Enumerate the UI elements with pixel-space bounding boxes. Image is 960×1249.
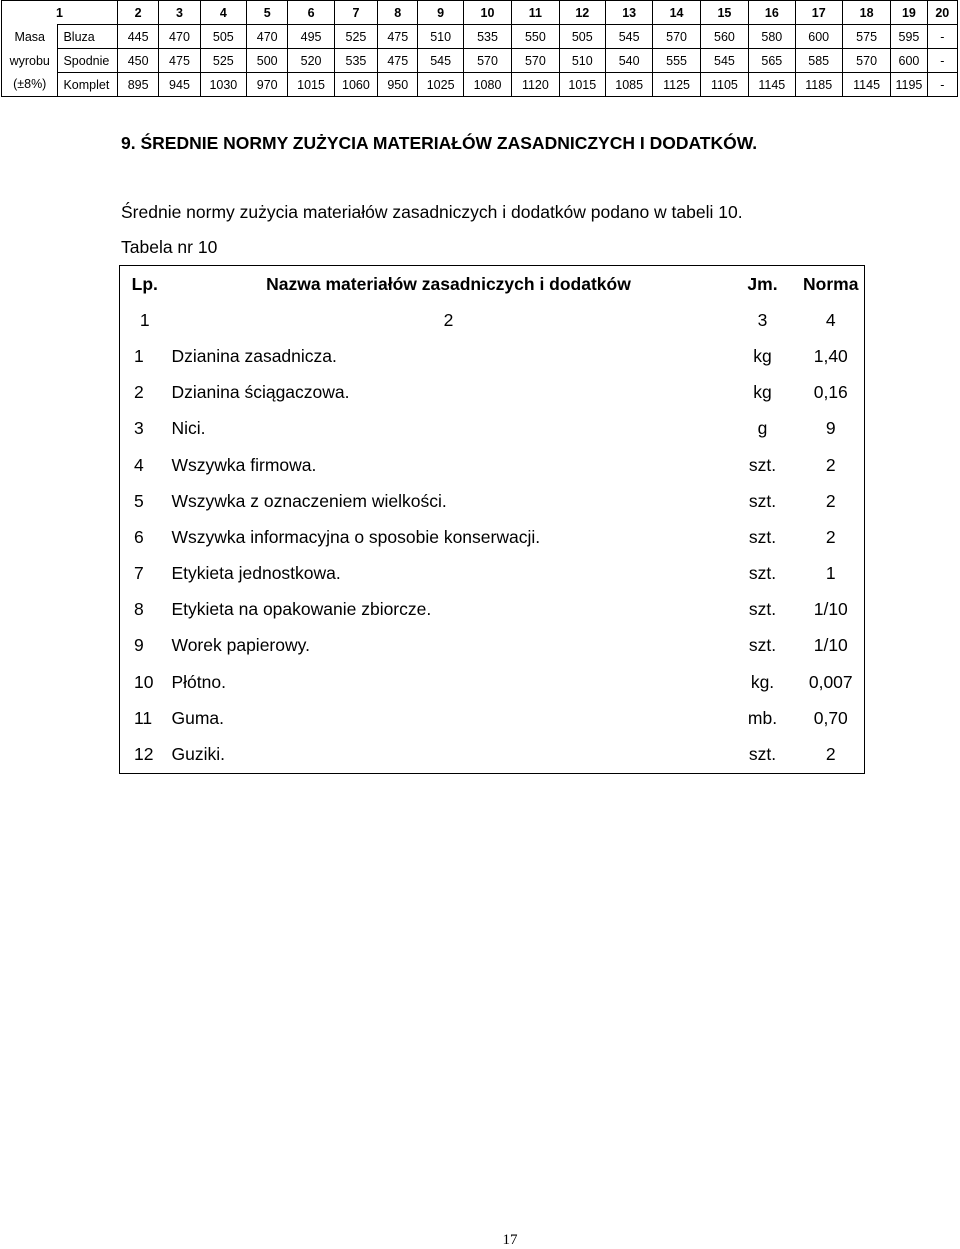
mass-cell: 1125 [653,73,700,97]
size-table-header-cell: 1 [2,1,118,25]
row-norm: 1 [825,563,836,584]
page-number: 17 [502,1232,518,1248]
row-lp: 4 [134,454,144,475]
table-row [120,592,865,628]
mass-cell: 545 [418,49,463,73]
mass-cell: 970 [247,73,288,97]
mass-cell: 470 [247,25,288,49]
header-name: Nazwa materiałów zasadniczych i dodatków [266,273,631,294]
size-table-row-spodnie [2,49,958,73]
row-material-name: Etykieta na opakowanie zbiorcze. [171,599,432,620]
mass-cell: 575 [842,25,890,49]
header-norm: Norma [803,273,859,294]
mass-cell: 475 [159,49,200,73]
mass-cell: 580 [749,25,795,49]
column-number-row [120,302,865,338]
size-table-header-cell: 3 [159,1,200,25]
row-unit: szt. [748,599,777,620]
mass-cell: 1080 [463,73,511,97]
row-norm: 1/10 [813,635,848,656]
mass-cell: 495 [288,25,334,49]
row-norm: 0,70 [813,707,848,728]
size-table-header-cell: 19 [891,1,927,25]
mass-cell: 1145 [749,73,795,97]
mass-cell: 505 [200,25,246,49]
mass-cell: 505 [559,25,605,49]
row-norm: 9 [825,418,836,439]
mass-cell: 525 [200,49,246,73]
row-lp: 9 [134,635,144,656]
table-row [120,411,865,447]
row-lp: 3 [134,418,144,439]
mass-cell: 555 [653,49,700,73]
intro-paragraph: Średnie normy zużycia materiałów zasadniczych i dodatków podano w tabeli 10. [121,202,743,222]
row-material-name: Dzianina ściągaczowa. [171,382,350,403]
mass-cell: 570 [653,25,700,49]
row-unit: kg [753,345,772,366]
column-number: 3 [757,309,768,330]
row-lp: 11 [134,707,153,728]
size-table-header-cell: 13 [605,1,652,25]
mass-cell: 570 [512,49,559,73]
table-row [120,375,865,411]
mass-cell: 600 [891,49,927,73]
size-table-header-cell: 16 [749,1,795,25]
size-table-header-cell: 11 [512,1,559,25]
mass-cell: 1015 [288,73,334,97]
mass-cell: 595 [891,25,927,49]
table-caption: Tabela nr 10 [121,237,218,257]
mass-cell: - [927,49,957,73]
mass-cell: - [927,73,957,97]
row-norm: 2 [825,490,836,511]
mass-cell: 600 [795,25,842,49]
table-row [120,483,865,519]
mass-cell: 570 [842,49,890,73]
row-norm: 0,16 [813,382,848,403]
row-unit: szt. [748,744,777,765]
row-material-name: Dzianina zasadnicza. [171,345,337,366]
row-lp: 7 [134,563,144,584]
size-table-header-cell: 15 [700,1,748,25]
mass-cell: 500 [247,49,288,73]
product-name: Komplet [58,73,118,97]
mass-cell: 1025 [418,73,463,97]
mass-cell: 585 [795,49,842,73]
mass-cell: 570 [463,49,511,73]
mass-cell: 950 [378,73,418,97]
row-unit: mb. [747,707,778,728]
mass-cell: 540 [605,49,652,73]
row-lp: 8 [134,599,144,620]
size-table-header-cell: 6 [288,1,334,25]
row-material-name: Nici. [171,418,206,439]
size-table-header-cell: 10 [463,1,511,25]
mass-cell: 1085 [605,73,652,97]
size-table-header-cell: 17 [795,1,842,25]
row-material-name: Guziki. [171,744,225,765]
size-table-header-cell: 18 [842,1,890,25]
mass-cell: 895 [117,73,158,97]
size-table-row-bluza [2,25,958,49]
mass-cell: - [927,25,957,49]
mass-cell: 520 [288,49,334,73]
mass-cell: 535 [334,49,377,73]
mass-cell: 1195 [891,73,927,97]
row-lp: 5 [134,490,144,511]
column-number: 2 [443,309,454,330]
size-table-header-cell: 8 [378,1,418,25]
row-norm: 1,40 [813,345,848,366]
row-lp: 10 [134,671,154,692]
mass-cell: 470 [159,25,200,49]
mass-cell: 450 [117,49,158,73]
product-name: Bluza [58,25,118,49]
size-table-header-cell: 14 [653,1,700,25]
section-heading: 9. ŚREDNIE NORMY ZUŻYCIA MATERIAŁÓW ZASADNICZYCH I DODATKÓW. [121,133,758,153]
row-material-name: Worek papierowy. [171,635,310,656]
header-unit: Jm. [747,273,778,294]
table-row [120,664,865,700]
mass-cell: 945 [159,73,200,97]
row-norm: 2 [825,454,836,475]
table-row [120,338,865,374]
size-table-header-cell: 7 [334,1,377,25]
mass-cell: 510 [559,49,605,73]
row-material-name: Wszywka firmowa. [171,454,317,475]
size-mass-table [1,0,958,97]
row-material-name: Guma. [171,707,225,728]
row-unit: g [757,418,768,439]
mass-cell: 510 [418,25,463,49]
row-norm: 2 [825,744,836,765]
mass-cell: 560 [700,25,748,49]
column-number: 1 [139,309,150,330]
row-material-name: Płótno. [171,671,226,692]
row-lp: 2 [134,382,144,403]
mass-cell: 535 [463,25,511,49]
size-table-header-cell: 2 [117,1,158,25]
mass-cell: 545 [700,49,748,73]
row-label-line: Masa [2,25,58,49]
row-unit: kg. [750,671,775,692]
size-table-header-cell: 5 [247,1,288,25]
row-material-name: Wszywka z oznaczeniem wielkości. [171,490,447,511]
table-row [120,736,865,773]
table-row [120,556,865,592]
mass-cell: 1120 [512,73,559,97]
row-lp: 1 [134,345,144,366]
size-table-header-cell: 20 [927,1,957,25]
size-table-header-cell: 9 [418,1,463,25]
size-table-header-row [2,1,958,25]
column-number: 4 [825,309,836,330]
row-unit: szt. [748,563,777,584]
row-material-name: Etykieta jednostkowa. [171,563,341,584]
row-norm: 2 [825,526,836,547]
row-lp: 12 [134,744,154,765]
row-norm: 1/10 [813,599,848,620]
mass-cell: 1015 [559,73,605,97]
mass-cell: 1185 [795,73,842,97]
row-unit: szt. [748,635,777,656]
row-label-line: wyrobu [2,49,58,73]
mass-cell: 545 [605,25,652,49]
row-unit: szt. [748,526,777,547]
row-unit: szt. [748,490,777,511]
table-row [120,628,865,664]
size-table-header-cell: 4 [200,1,246,25]
row-norm: 0,007 [808,671,853,692]
size-table-row-komplet [2,73,958,97]
mass-cell: 475 [378,25,418,49]
mass-cell: 550 [512,25,559,49]
row-unit: kg [753,382,772,403]
table-row [120,700,865,736]
product-name: Spodnie [58,49,118,73]
mass-cell: 475 [378,49,418,73]
materials-header-row [120,266,865,303]
table-row [120,447,865,483]
mass-cell: 525 [334,25,377,49]
mass-cell: 1105 [700,73,748,97]
row-material-name: Wszywka informacyjna o sposobie konserwacji. [171,526,541,547]
mass-cell: 1145 [842,73,890,97]
size-table-header-cell: 12 [559,1,605,25]
mass-cell: 1030 [200,73,246,97]
mass-cell: 565 [749,49,795,73]
row-lp: 6 [134,526,144,547]
mass-cell: 1060 [334,73,377,97]
materials-norms-table [119,265,865,774]
mass-cell: 445 [117,25,158,49]
header-lp: Lp. [131,273,158,294]
table-row [120,519,865,555]
row-unit: szt. [748,454,777,475]
row-label-line: (±8%) [2,73,58,97]
